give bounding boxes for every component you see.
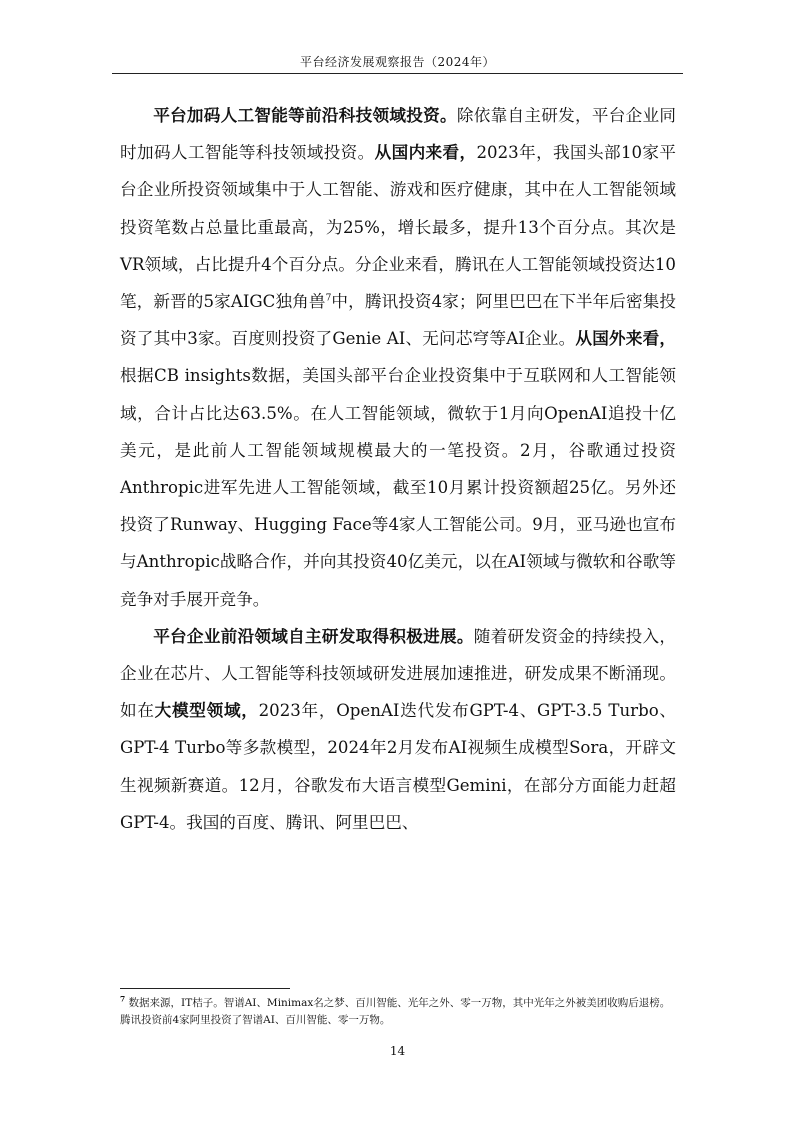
footnote-text: 数据来源，IT桔子。智谱AI、Minimax名之梦、百川智能、光年之外、零一万物，其中光年之外被美团收购后退榜。腾讯投资前4家阿里投资了智谱AI、百川智能、零一万物。 — [120, 997, 671, 1026]
text-run: 随着研发资金的持续投入，企业在芯片、人工智能等科技领域研发进展加速推进，研发成果不断涌现。如在 — [120, 626, 677, 721]
heading-run: 平台加码人工智能等前沿科技领域投资。 — [153, 105, 457, 125]
page-number: 14 — [389, 1044, 406, 1058]
emphasis-overseas: 从国外来看， — [575, 328, 676, 349]
text-run: 除依靠自主研发，平台企业同时加码人工智能等科技领域投资。 — [120, 106, 677, 163]
footnote-marker: 7 — [120, 994, 126, 1004]
emphasis-domestic: 从国内来看， — [374, 142, 477, 163]
text-run: 2023年，OpenAI迭代发布GPT-4、GPT-3.5 Turbo、GPT-4 Turbo等多款模型，2024年2月发布AI视频生成模型Sora，开辟文生视频新赛道。12月，谷歌发布大语言模型Gemini，在部分方面能力赶超GPT-4。我国的百度、腾讯、阿里巴巴、 — [120, 701, 677, 832]
heading-run: 平台企业前沿领域自主研发取得积极进展。 — [153, 625, 474, 646]
text-run: 根据CB insights数据，美国头部平台企业投资集中于互联网和人工智能领域，合计占比达63.5%。在人工智能领域，微软于1月向OpenAI追投十亿美元，是此前人工智能领域规模最大的一笔投资。2月，谷歌通过投资Anthropic进军先进人工智能领域，截至10月累计投资额超25亿。另外还投资了Runway、Hugging Face等4家人工智能公司。9月，亚马逊也宣布与Anthropic战略合作，并向其投资40亿美元，以在AI领域与微软和谷歌等竞争对手展开竞争。 — [120, 366, 676, 609]
footnote-separator — [120, 988, 290, 989]
running-header: 平台经济发展观察报告（2024年） — [299, 55, 496, 69]
footnote-ref[interactable]: 7 — [325, 293, 332, 304]
footnote — [120, 995, 676, 1029]
paragraph-platform-investment — [120, 97, 676, 618]
body-text — [120, 97, 676, 841]
text-run: 中，腾讯投资4家；阿里巴巴在下半年后密集投资了其中3家。百度则投资了Genie AI、无问芯穹等AI企业。 — [120, 292, 676, 349]
text-run: 2023年，我国头部10家平台企业所投资领域集中于人工智能、游戏和医疗健康，其中在人工智能领域投资笔数占总量比重最高，为25%，增长最多，提升13个百分点。其次是VR领域，占比提升4个百分点。分企业来看，腾讯在人工智能领域投资达10笔，新晋的5家AIGC独角兽 — [120, 143, 677, 312]
emphasis-large-model: 大模型领域， — [154, 700, 259, 721]
header-rule — [112, 73, 683, 74]
paragraph-platform-rnd — [120, 618, 676, 841]
